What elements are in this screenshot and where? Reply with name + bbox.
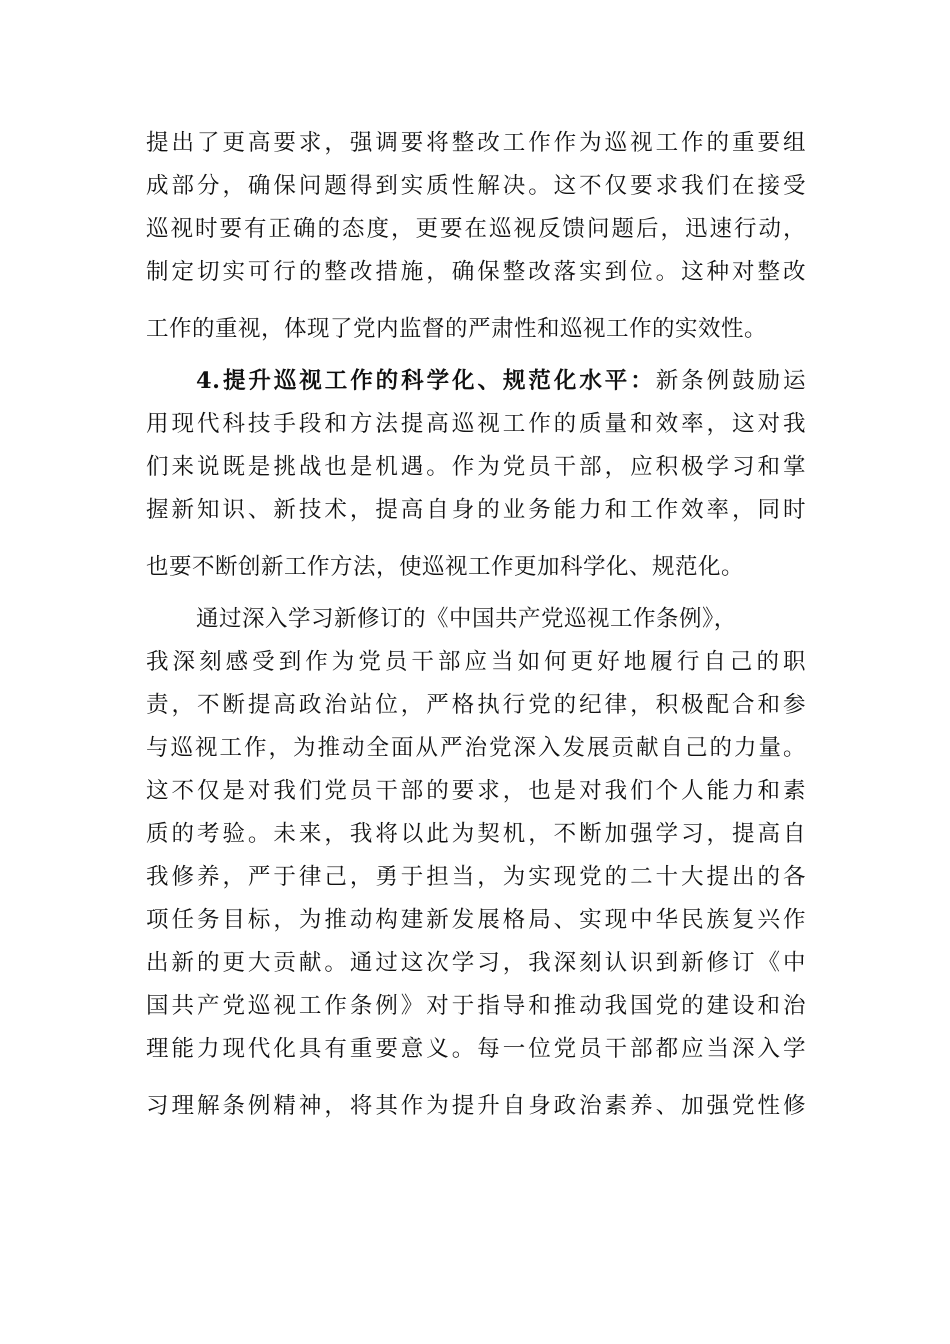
text-line: 国共产党巡视工作条例》对于指导和推动我国党的建设和治 <box>146 993 806 1019</box>
text-line: 制定切实可行的整改措施，确保整改落实到位。这种对整改 <box>146 259 806 285</box>
text-line: 我深刻感受到作为党员干部应当如何更好地履行自己的职 <box>146 649 806 675</box>
text-line: 工作的重视，体现了党内监督的严肃性和巡视工作的实效性。 <box>146 316 768 342</box>
text-line: 提出了更高要求，强调要将整改工作作为巡视工作的重要组 <box>146 130 806 156</box>
text-line: 成部分，确保问题得到实质性解决。这不仅要求我们在接受 <box>146 173 806 199</box>
text-line: 与巡视工作，为推动全面从严治党深入发展贡献自己的力量。 <box>146 735 806 761</box>
text-line: 巡视时要有正确的态度，更要在巡视反馈问题后，迅速行动， <box>146 216 806 242</box>
text-line: 通过深入学习新修订的《中国共产党巡视工作条例》， <box>196 606 737 632</box>
text-line: 握新知识、新技术，提高自身的业务能力和工作效率，同时 <box>146 497 806 523</box>
text-line: 理能力现代化具有重要意义。每一位党员干部都应当深入学 <box>146 1036 806 1062</box>
text-line: 这不仅是对我们党员干部的要求，也是对我们个人能力和素 <box>146 778 806 804</box>
text-line: 也要不断创新工作方法，使巡视工作更加科学化、规范化。 <box>146 554 745 580</box>
text-line: 项任务目标，为推动构建新发展格局、实现中华民族复兴作 <box>146 907 806 933</box>
text-line: 责，不断提高政治站位，严格执行党的纪律，积极配合和参 <box>146 692 806 718</box>
text-line: 用现代科技手段和方法提高巡视工作的质量和效率，这对我 <box>146 411 806 437</box>
text-line: 们来说既是挑战也是机遇。作为党员干部，应积极学习和掌 <box>146 454 806 480</box>
text-line: 我修养，严于律己，勇于担当，为实现党的二十大提出的各 <box>146 864 806 890</box>
heading-line <box>196 366 806 396</box>
section-heading: 4.提升巡视工作的科学化、规范化水平： <box>196 368 656 394</box>
text-line: 习理解条例精神，将其作为提升自身政治素养、加强党性修 <box>146 1093 806 1119</box>
text-line: 出新的更大贡献。通过这次学习，我深刻认识到新修订《中 <box>146 950 806 976</box>
heading-line-rest: 新条例鼓励运 <box>655 368 806 394</box>
text-line: 质的考验。未来，我将以此为契机，不断加强学习，提高自 <box>146 821 806 847</box>
